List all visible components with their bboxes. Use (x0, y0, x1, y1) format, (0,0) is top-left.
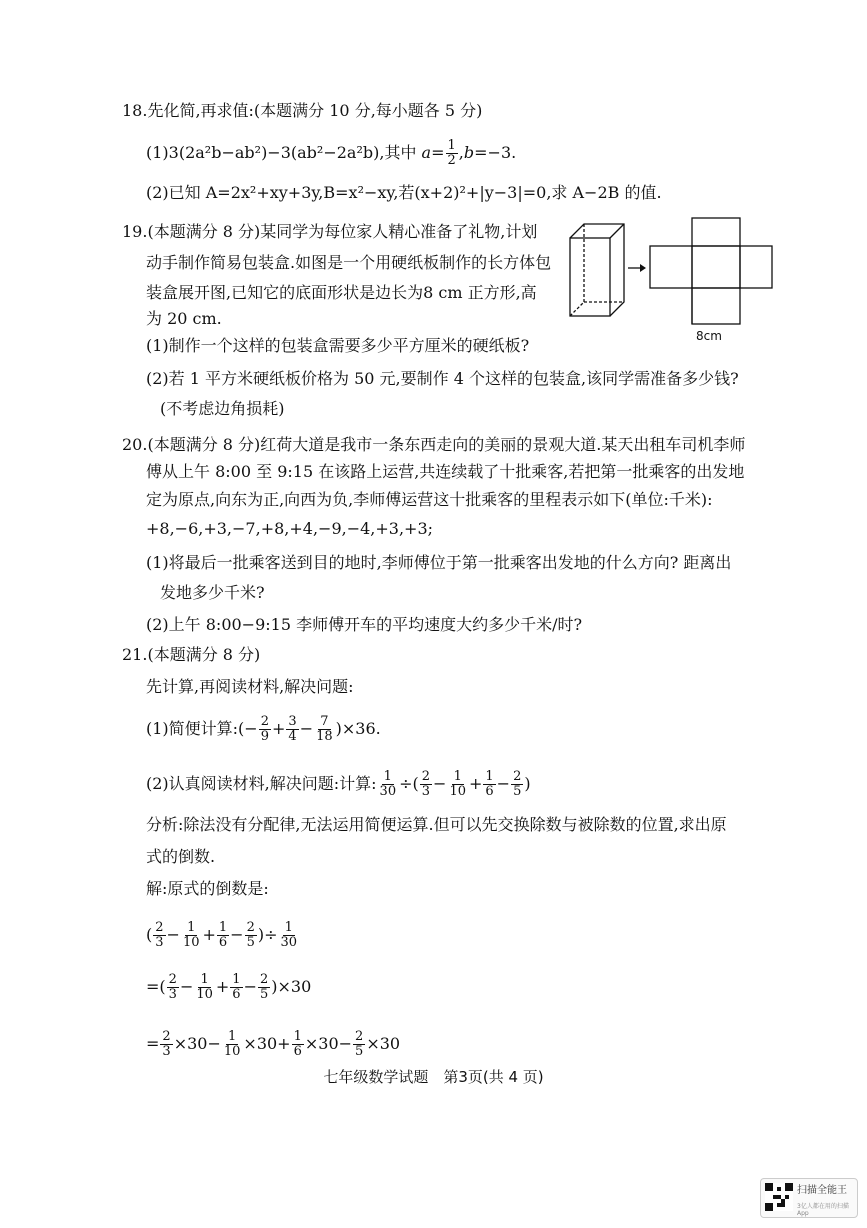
scanner-tagline: 3亿人都在用的扫描App (797, 1203, 849, 1217)
frac-2-5 (511, 770, 523, 799)
frac-3-4 (286, 715, 298, 744)
frac-denominator: 3 (155, 935, 164, 950)
q18-var-b: b (463, 143, 475, 162)
q19-line4: 为 20 cm. (146, 309, 222, 328)
net-dimension-label: 8cm (696, 329, 722, 343)
frac-numerator: 1 (383, 769, 392, 784)
frac-denominator: 5 (246, 935, 255, 950)
plus-sign: + (468, 774, 483, 793)
q20-question1-cont: 发地多少千米? (160, 583, 265, 602)
frac-denominator: 6 (218, 935, 228, 950)
frac-denominator: 5 (355, 1044, 364, 1059)
frac-denominator: 30 (379, 784, 397, 799)
q18-part1 (146, 139, 516, 168)
frac-7-18 (314, 715, 335, 744)
equals-sign: = (146, 977, 160, 996)
frac-numerator: 1 (453, 769, 462, 784)
number-thirty: 30 (379, 1034, 401, 1053)
arrow-icon (628, 264, 646, 272)
frac-numerator: 2 (421, 769, 431, 784)
div-sign: ÷ (399, 774, 413, 793)
q21-part1 (146, 715, 381, 744)
div-sign: ÷ (264, 925, 278, 944)
frac-denominator: 10 (449, 784, 466, 799)
right-paren: ) (271, 977, 278, 996)
frac-denominator: 10 (223, 1044, 241, 1059)
cuboid-figure (570, 224, 624, 316)
number-thirty: 30 (187, 1034, 208, 1053)
page-footer: 七年级数学试题 第3页(共 4 页) (323, 1068, 544, 1086)
solution-step2 (146, 973, 311, 1002)
frac-denominator: 10 (196, 987, 213, 1002)
q18-header: 18.先化简,再求值:(本题满分 10 分,每小题各 5 分) (122, 101, 483, 120)
q21-p2-prefix: (2)认真阅读材料,解决问题:计算: (146, 774, 377, 793)
left-paren: ( (412, 774, 419, 793)
box-net-diagram (566, 216, 776, 346)
right-paren: ) (257, 925, 265, 944)
times-sign: × (366, 1034, 380, 1053)
frac-1-10 (447, 770, 468, 799)
frac-2-9 (259, 715, 271, 744)
minus-sign: − (179, 977, 194, 996)
frac-numerator: 1 (187, 920, 196, 935)
minus-sign: − (496, 774, 511, 793)
q20-mileage: +8,−6,+3,−7,+8,+4,−9,−4,+3,+3; (146, 519, 434, 538)
frac-denominator: 6 (293, 1044, 302, 1059)
frac-numerator: 1 (293, 1029, 302, 1044)
times-sign: × (304, 1034, 319, 1053)
frac-denominator: 18 (316, 729, 333, 744)
frac-1-10 (181, 921, 202, 950)
frac-denominator: 6 (485, 784, 494, 799)
frac-2-3 (153, 921, 165, 950)
q19-question1: (1)制作一个这样的包装盒需要多少平方厘米的硬纸板? (146, 336, 530, 355)
number-thirty: 30 (290, 977, 312, 996)
q20-question1: (1)将最后一批乘客送到目的地时,李师傅位于第一批乘客出发地的什么方向? 距离出 (146, 553, 732, 572)
q19-line2: 动手制作简易包装盒.如图是一个用硬纸板制作的长方体包 (146, 253, 552, 272)
q18-frac-half (446, 139, 458, 168)
plus-sign: + (272, 719, 286, 738)
frac-1-30 (378, 770, 399, 799)
minus-sign: − (207, 1034, 221, 1053)
q20-line2: 傅从上午 8:00 至 9:15 在该路上运营,共连续载了十批乘客,若把第一批乘客的出发地 (146, 462, 745, 481)
minus-sign: − (243, 977, 257, 996)
plus-sign: + (202, 925, 216, 944)
frac-2-3 (420, 770, 432, 799)
equals-sign: = (146, 1034, 160, 1053)
frac-numerator: 1 (218, 920, 228, 935)
q21-header: 21.(本题满分 8 分) (122, 645, 261, 664)
minus-sign: − (166, 925, 180, 944)
qr-code-icon (765, 1183, 793, 1211)
frac-numerator: 2 (355, 1029, 364, 1044)
q18-part1-text: (1)3(2a²b−ab²)−3(ab²−2a²b),其中 (146, 143, 417, 162)
frac-denominator: 30 (280, 935, 298, 950)
times-sign: × (173, 1034, 188, 1053)
q18-b-value: =−3. (474, 143, 517, 162)
frac-denominator: 9 (260, 729, 269, 744)
number-thirty: 30 (318, 1034, 339, 1053)
q21-analysis1: 分析:除法没有分配律,无法运用简便运算.但可以先交换除数与被除数的位置,求出原 (146, 815, 727, 834)
frac-numerator: 2 (259, 972, 269, 987)
frac-numerator: 1 (447, 138, 456, 153)
q18-var-a: a (421, 143, 432, 162)
frac-numerator: 1 (200, 972, 209, 987)
frac-1-6 (230, 973, 242, 1002)
plus-sign: + (215, 977, 230, 996)
minus-sign: − (433, 774, 447, 793)
right-paren: ) (524, 774, 531, 793)
left-paren: ( (146, 925, 153, 944)
q20-line3: 定为原点,向东为正,向西为负,李师傅运营这十批乘客的里程表示如下(单位:千米): (146, 490, 713, 509)
frac-numerator: 1 (485, 769, 494, 784)
minus-sign: − (338, 1034, 353, 1053)
frac-numerator: 1 (284, 920, 293, 935)
frac-numerator: 2 (246, 920, 255, 935)
frac-2-3 (167, 973, 179, 1002)
frac-denominator: 6 (232, 987, 241, 1002)
q21-solution: 解:原式的倒数是: (146, 879, 269, 898)
frac-1-6 (483, 770, 495, 799)
q21-intro: 先计算,再阅读材料,解决问题: (146, 677, 354, 696)
minus-sign: − (299, 719, 314, 738)
plus-sign: + (277, 1034, 291, 1053)
frac-2-5 (258, 973, 270, 1002)
minus-sign: − (230, 925, 244, 944)
frac-1-6 (292, 1030, 304, 1059)
frac-numerator: 7 (320, 714, 329, 729)
frac-2-5 (353, 1030, 365, 1059)
frac-denominator: 3 (168, 987, 177, 1002)
frac-1-10 (222, 1030, 243, 1059)
q18-part2: (2)已知 A=2x²+xy+3y,B=x²−xy,若(x+2)²+|y−3|=0,求 A−2B 的值. (146, 183, 662, 202)
scanner-brand: 扫描全能王 (797, 1185, 847, 1196)
solution-step1 (146, 921, 300, 950)
left-paren: ( (159, 977, 166, 996)
frac-denominator: 5 (513, 784, 522, 799)
frac-numerator: 1 (232, 972, 241, 987)
frac-denominator: 10 (182, 935, 200, 950)
q20-line1: 20.(本题满分 8 分)红荷大道是我市一条东西走向的美丽的景观大道.某天出租车司机李师 (122, 435, 746, 454)
q21-part2 (146, 770, 531, 799)
frac-denominator: 3 (421, 784, 431, 799)
frac-numerator: 3 (288, 714, 297, 729)
frac-numerator: 2 (260, 714, 269, 729)
frac-numerator: 2 (162, 1029, 171, 1044)
frac-denominator: 3 (162, 1044, 171, 1059)
frac-numerator: 2 (513, 769, 522, 784)
times-sign: × (243, 1034, 257, 1053)
frac-1-10 (194, 973, 215, 1002)
frac-numerator: 1 (227, 1029, 237, 1044)
q19-line3: 装盒展开图,已知它的底面形状是边长为8 cm 正方形,高 (146, 283, 537, 302)
q18-eq: = (431, 143, 445, 162)
q20-question2: (2)上午 8:00−9:15 李师傅开车的平均速度大约多少千米/时? (146, 615, 583, 634)
number-thirty: 30 (256, 1034, 278, 1053)
solution-step3 (146, 1030, 400, 1059)
unfolded-net (650, 218, 772, 324)
frac-1-30 (279, 921, 300, 950)
frac-2-3 (160, 1030, 172, 1059)
frac-numerator: 2 (168, 972, 177, 987)
q21-analysis2: 式的倒数. (146, 847, 216, 866)
frac-2-5 (245, 921, 257, 950)
q19-question2-note: (不考虑边角损耗) (160, 399, 285, 418)
q19-line1: 19.(本题满分 8 分)某同学为每位家人精心准备了礼物,计划 (122, 222, 538, 241)
scanner-badge (760, 1178, 858, 1218)
q21-p1-suffix: )×36. (335, 719, 381, 738)
q21-p1-prefix: (1)简便计算:(− (146, 719, 258, 738)
q19-question2: (2)若 1 平方米硬纸板价格为 50 元,要制作 4 个这样的包装盒,该同学需准备多少钱? (146, 369, 739, 388)
frac-denominator: 2 (447, 153, 456, 168)
frac-denominator: 4 (288, 729, 297, 744)
frac-numerator: 2 (155, 920, 164, 935)
times-sign: × (277, 977, 291, 996)
frac-denominator: 5 (259, 987, 269, 1002)
frac-1-6 (217, 921, 229, 950)
q18-sep: , (458, 143, 464, 162)
